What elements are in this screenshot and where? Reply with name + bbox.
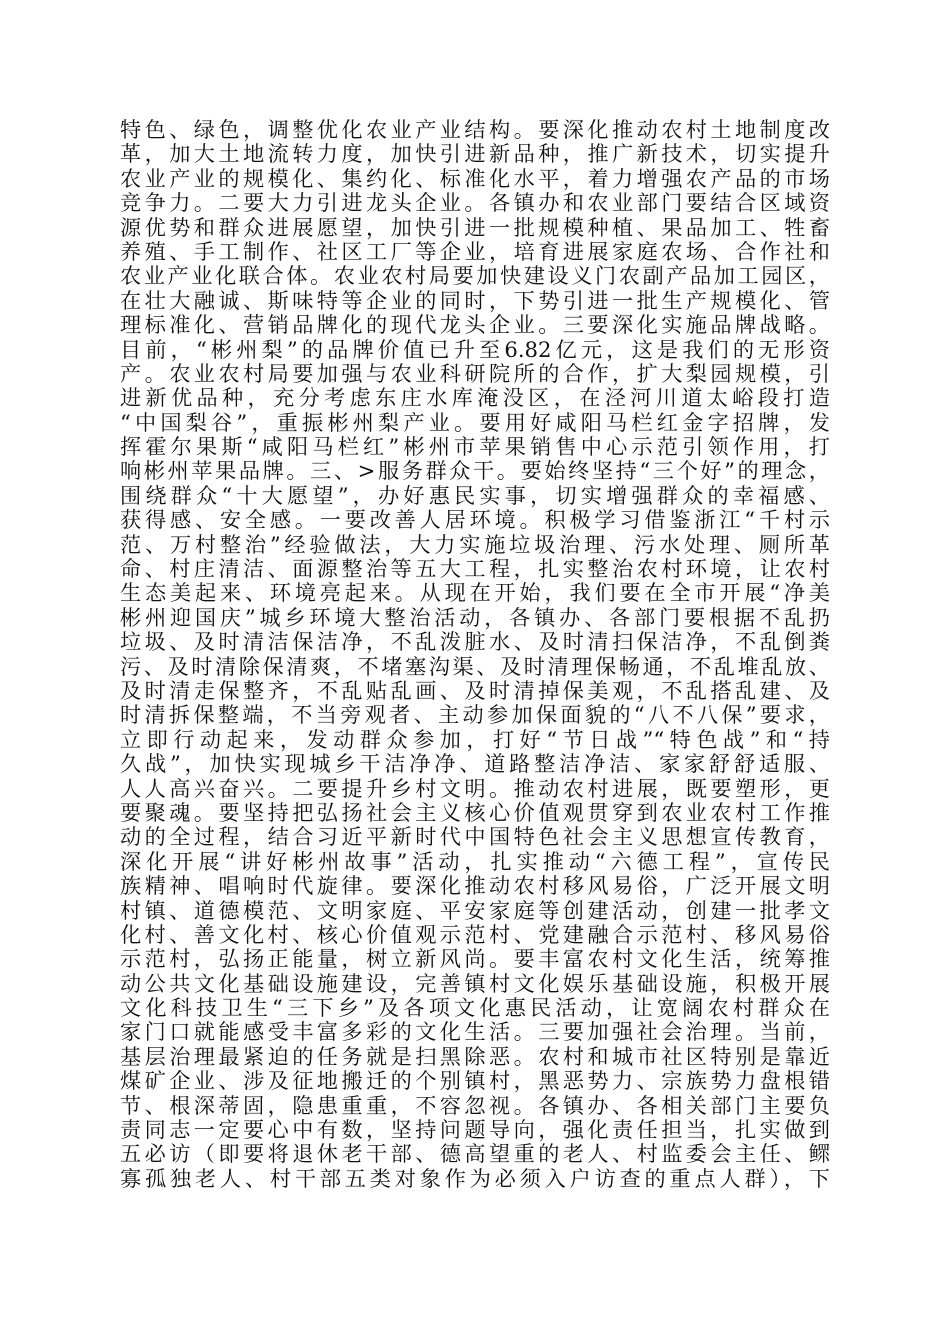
text-line: 责同志一定要心中有数，坚持问题导向，强化责任担当，扎实做到 (120, 1117, 830, 1143)
text-line: 煤矿企业、涉及征地搬迁的个别镇村，黑恶势力、宗族势力盘根错 (120, 1068, 830, 1094)
text-line: 在壮大融诚、斯味特等企业的同时，下势引进一批生产规模化、管 (120, 287, 830, 313)
text-line: 化村、善文化村、核心价值观示范村、党建融合示范村、移风易俗 (120, 921, 830, 947)
text-line: 文化科技卫生“三下乡”及各项文化惠民活动，让宽阔农村群众在 (120, 995, 830, 1021)
text-line: 竞争力。二要大力引进龙头企业。各镇办和农业部门要结合区域资 (120, 190, 830, 216)
text-line: 特色、绿色，调整优化农业产业结构。要深化推动农村土地制度改 (120, 117, 830, 142)
text-line: 深化开展“讲好彬州故事”活动，扎实推动“六德工程”，宣传民 (120, 848, 830, 874)
text-line: 动公共文化基础设施建设，完善镇村文化娱乐基础设施，积极开展 (120, 970, 830, 996)
text-line: 源优势和群众进展愿望，加快引进一批规模种植、果品加工、牲畜 (120, 214, 830, 240)
text-line: 响彬州苹果品牌。三、>服务群众干。要始终坚持“三个好”的理念， (120, 458, 830, 484)
text-line: 五必访（即要将退休老干部、德高望重的老人、村监委会主任、鳏 (120, 1141, 830, 1167)
text-line: 家门口就能感受丰富多彩的文化生活。三要加强社会治理。当前， (120, 1019, 830, 1045)
text-line: 污、及时清除保清爽，不堵塞沟渠、及时清理保畅通，不乱堆乱放、 (120, 653, 830, 679)
text-line: 命、村庄清洁、面源整治等五大工程，扎实整治农村环境，让农村 (120, 556, 830, 582)
text-line: 生态美起来、环境亮起来。从现在开始，我们要在全市开展“净美 (120, 580, 830, 606)
text-line: 进新优品种，充分考虑东庄水库淹没区，在泾河川道太峪段打造 (120, 385, 830, 411)
text-line: 理标准化、营销品牌化的现代龙头企业。三要深化实施品牌战略。 (120, 312, 830, 338)
text-line: 革，加大土地流转力度，加快引进新品种，推广新技术，切实提升 (120, 141, 830, 167)
text-line: 彬州迎国庆”城乡环境大整治活动，各镇办、各部门要根据不乱扔 (120, 604, 830, 630)
text-line: 目前，“彬州梨”的品牌价值已升至6.82亿元，这是我们的无形资 (120, 336, 830, 362)
text-line: “中国梨谷”，重振彬州梨产业。要用好咸阳马栏红金字招牌，发 (120, 409, 830, 435)
text-line: 寡孤独老人、村干部五类对象作为必须入户访查的重点人群），下 (120, 1165, 830, 1191)
text-line: 族精神、唱响时代旋律。要深化推动农村移风易俗，广泛开展文明 (120, 873, 830, 899)
text-line: 示范村，弘扬正能量，树立新风尚。要丰富农村文化生活，统筹推 (120, 946, 830, 972)
text-line: 立即行动起来，发动群众参加，打好“节日战”“特色战”和“持 (120, 726, 830, 752)
body-text (120, 118, 830, 1191)
text-line: 围绕群众“十大愿望”，办好惠民实事，切实增强群众的幸福感、 (120, 482, 830, 508)
text-line: 久战”，加快实现城乡干洁净净、道路整洁净洁、家家舒舒适服、 (120, 751, 830, 777)
text-line: 及时清走保整齐，不乱贴乱画、及时清掉保美观，不乱搭乱建、及 (120, 677, 830, 703)
text-line: 节、根深蒂固，隐患重重，不容忽视。各镇办、各相关部门主要负 (120, 1092, 830, 1118)
text-line: 农业产业化联合体。农业农村局要加快建设义门农副产品加工园区， (120, 263, 830, 289)
text-line: 范、万村整治”经验做法，大力实施垃圾治理、污水处理、厕所革 (120, 531, 830, 557)
text-line: 获得感、安全感。一要改善人居环境。积极学习借鉴浙江“千村示 (120, 507, 830, 533)
text-line: 村镇、道德模范、文明家庭、平安家庭等创建活动，创建一批孝文 (120, 897, 830, 923)
text-line: 产。农业农村局要加强与农业科研院所的合作，扩大梨园规模，引 (120, 360, 830, 386)
text-line: 时清拆保整端，不当旁观者、主动参加保面貌的“八不八保”要求， (120, 702, 830, 728)
text-line: 垃圾、及时清洁保洁净，不乱泼脏水、及时清扫保洁净，不乱倒粪 (120, 629, 830, 655)
text-line: 农业产业的规模化、集约化、标准化水平，着力增强农产品的市场 (120, 165, 830, 191)
text-line: 基层治理最紧迫的任务就是扫黑除恶。农村和城市社区特别是靠近 (120, 1043, 830, 1069)
text-line: 挥霍尔果斯“咸阳马栏红”彬州市苹果销售中心示范引领作用，打 (120, 434, 830, 460)
text-line: 动的全过程，结合习近平新时代中国特色社会主义思想宣传教育， (120, 824, 830, 850)
text-line: 养殖、手工制作、社区工厂等企业，培育进展家庭农场、合作社和 (120, 238, 830, 264)
text-line: 要聚魂。要坚持把弘扬社会主义核心价值观贯穿到农业农村工作推 (120, 799, 830, 825)
text-line: 人人高兴奋兴。二要提升乡村文明。推动农村进展，既要塑形，更 (120, 775, 830, 801)
